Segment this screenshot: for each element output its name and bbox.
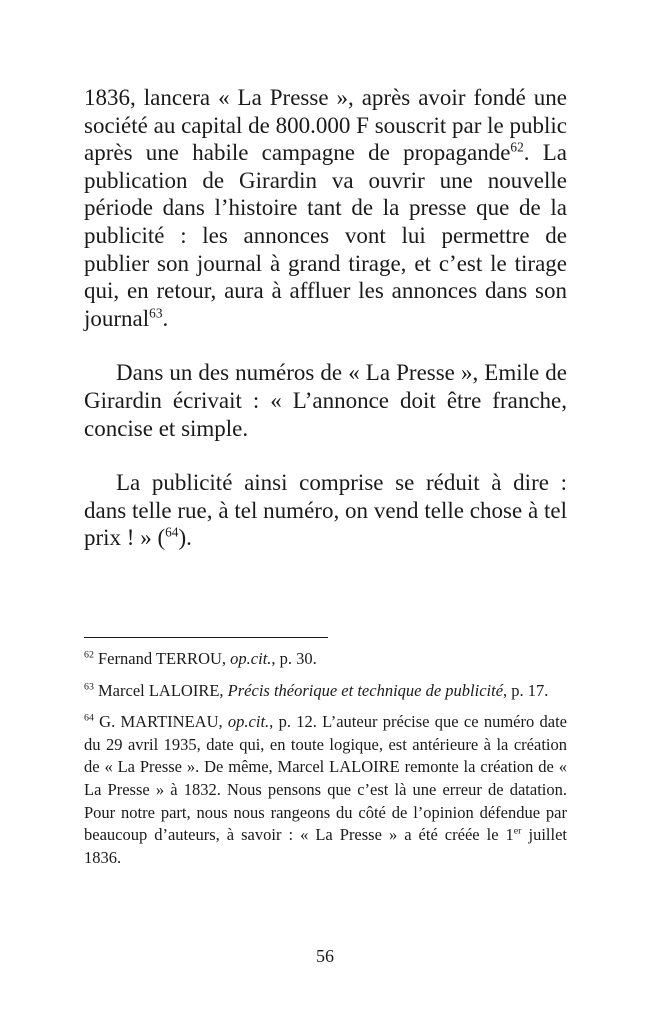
footnote-page: , p. 17. — [503, 680, 549, 700]
footnote-author: Marcel LALOIRE, — [93, 680, 228, 700]
paragraph-1-text-c: . — [162, 305, 169, 331]
paragraph-1-text-b: . La publication de Girardin va ouvrir une nouvelle période dans l’histoire tant de la presse que de la publicité : les annonces vont lui permettre de publier son journal à grand tirage, et c’est le tirage qui, en retour, aura à affluer les annonces dans son journal — [84, 140, 567, 331]
footnote-ref-64: 64 — [165, 524, 179, 540]
paragraph-2: Dans un des numéros de « La Presse », Emile de Girardin écrivait : « L’annonce doit être franche, concise et simple. — [84, 360, 567, 441]
paragraph-3-text-a: La publicité ainsi comprise se réduit à dire : dans telle rue, à tel numéro, on vend telle chose à tel prix ! » ( — [84, 470, 567, 551]
footnotes — [84, 648, 567, 878]
footnote-author: G. MARTINEAU, — [93, 712, 228, 732]
footnote-title: op.cit. — [227, 712, 270, 732]
footnote-64 — [84, 711, 567, 869]
paragraph-1 — [84, 84, 567, 332]
main-text — [84, 84, 567, 552]
footnote-body: , p. 12. L’auteur précise que ce numéro date du 29 avril 1935, date qui, en toute logique, est antérieure à la création de « La Presse ». De même, Marcel LALOIRE remonte la création de « La Presse » à 1832. Nous pensons que c’est là une erreur de datation. Pour notre part, nous nous rangeons du côté de l’opinion défendue par beaucoup d’auteurs, à savoir : « La Presse » a été créée le 1 — [84, 712, 567, 845]
footnote-number: 64 — [84, 712, 94, 724]
page-number: 56 — [316, 946, 334, 966]
footnote-ref-62: 62 — [510, 139, 524, 155]
footnote-page: , p. 30. — [271, 649, 317, 668]
paragraph-1-text-a: 1836, lancera « La Presse », après avoir fondé une société au capital de 800.000 F souscrit par le public après une habile campagne de propagande — [84, 85, 567, 166]
footnote-title: Précis théorique et technique de publicité — [227, 680, 504, 700]
footnote-number: 63 — [84, 681, 94, 693]
footnote-number: 62 — [84, 649, 94, 661]
footnote-62 — [84, 648, 567, 671]
footnote-63 — [84, 680, 567, 703]
paragraph-3 — [84, 469, 567, 552]
footnote-separator — [84, 637, 328, 638]
paragraph-3-text-b: ). — [178, 525, 192, 551]
footnote-end: juillet 1836. — [84, 825, 567, 867]
footnote-ref-63: 63 — [149, 305, 163, 321]
footnote-author: Fernand TERROU, — [93, 649, 231, 668]
footnote-title: op.cit. — [230, 649, 272, 668]
ordinal-suffix: er — [513, 825, 522, 837]
